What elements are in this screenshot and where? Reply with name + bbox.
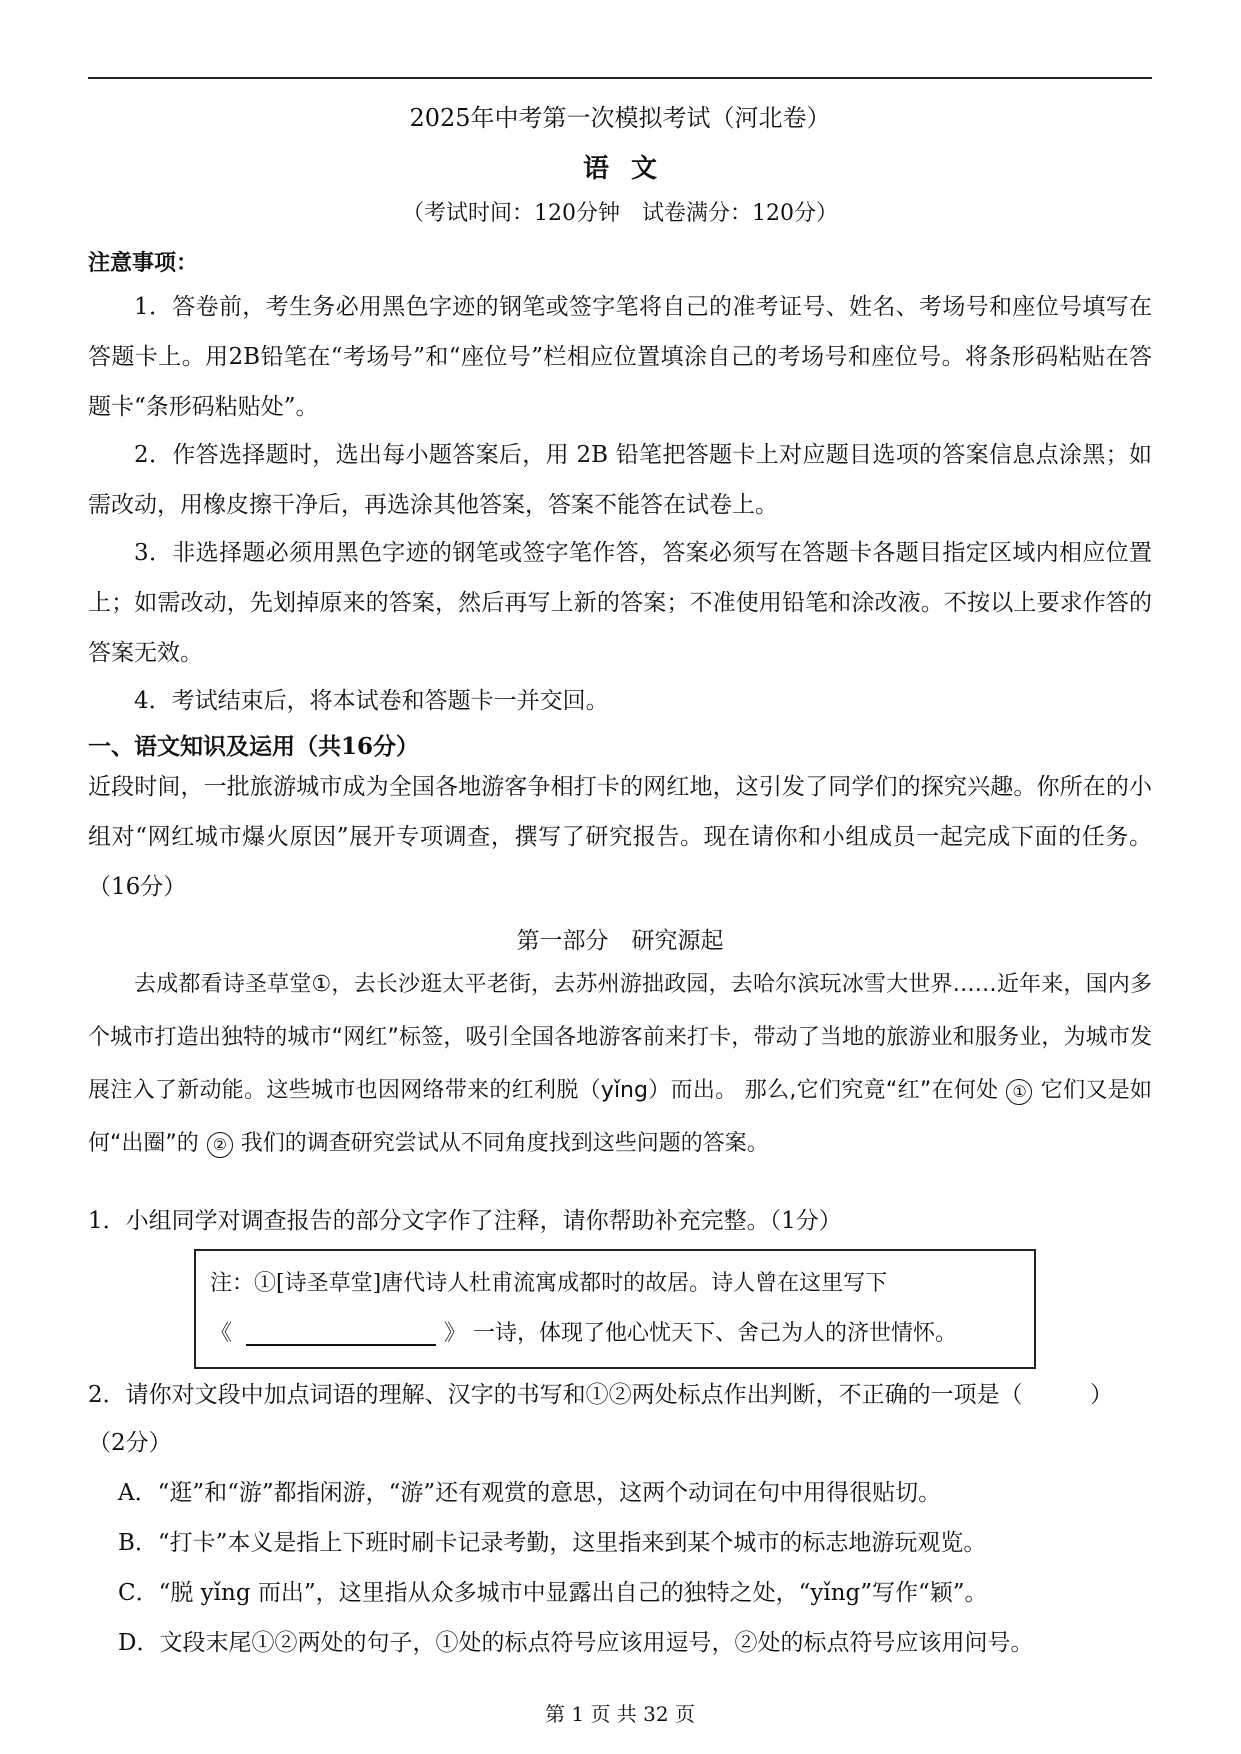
note-box <box>194 1249 1036 1369</box>
exam-title: 2025年中考第一次模拟考试（河北卷） <box>409 104 831 132</box>
notice-item-4: 4．考试结束后，将本试卷和答题卡一并交回。 <box>134 688 609 714</box>
answer-paren-close: ） <box>1090 1382 1113 1408</box>
notice-item-2: 2．作答选择题时，选出每小题答案后，用 2B 铅笔把答题卡上对应题目选项的答案信息点涂黑；如需改动，用橡皮擦干净后，再选涂其他答案，答案不能答在试卷上。 <box>88 442 1152 518</box>
note-line-1: 注：①[诗圣草堂]唐代诗人杜甫流寓成都时的故居。诗人曾在这里写下 <box>210 1271 888 1296</box>
exam-info: （考试时间：120分钟 试卷满分：120分） <box>402 201 838 226</box>
option-b: B．“打卡”本义是指上下班时刷卡记录考勤，这里指来到某个城市的标志地游玩观览。 <box>118 1530 987 1556</box>
answer-blank[interactable] <box>246 1322 436 1346</box>
option-c: C．“脱 yǐng 而出”，这里指从众多城市中显露出自己的独特之处，“yǐng”写作“颖”。 <box>118 1580 988 1606</box>
note-line-2-text: 一诗，体现了他心忧天下、舍己为人的济世情怀。 <box>473 1321 958 1346</box>
blank-mark-1: ① <box>1006 1079 1032 1105</box>
blank-mark-2: ② <box>207 1132 233 1158</box>
note-line-2 <box>210 1309 1020 1359</box>
part-title: 第一部分 研究源起 <box>516 928 724 954</box>
notice-heading: 注意事项： <box>88 250 199 276</box>
passage-text-c: 我们的调查研究尝试从不同角度找到这些问题的答案。 <box>240 1131 769 1156</box>
option-d: D．文段末尾①②两处的句子，①处的标点符号应该用逗号，②处的标点符号应该用问号。 <box>118 1630 1034 1656</box>
notice-item-3: 3．非选择题必须用黑色字迹的钢笔或签字笔作答，答案必须写在答题卡各题目指定区域内相应位置上；如需改动，先划掉原来的答案，然后再写上新的答案；不准使用铅笔和涂改液。不按以上要求作答的答案无效。 <box>88 540 1152 666</box>
question-1-stem: 1．小组同学对调查报告的部分文字作了注释，请你帮助补充完整。（1分） <box>88 1208 842 1234</box>
book-title-close: 》 <box>444 1321 467 1346</box>
passage-text-b: 它们又是如何“出圈”的 <box>88 1078 1152 1156</box>
section-intro: 近段时间，一批旅游城市成为全国各地游客争相打卡的网红地，这引发了同学们的探究兴趣。你所在的小组对“网红城市爆火原因”展开专项调查，撰写了研究报告。现在请你和小组成员一起完成下面的任务。（16分） <box>88 774 1152 900</box>
top-rule <box>88 77 1152 79</box>
book-title-open: 《 <box>210 1321 233 1346</box>
page-footer: 第 1 页 共 32 页 <box>545 1702 695 1726</box>
passage-text-a: 去成都看诗圣草堂①，去长沙逛太平老街，去苏州游拙政园，去哈尔滨玩冰雪大世界……近年来，国内多个城市打造出独特的城市“网红”标签，吸引全国各地游客前来打卡，带动了当地的旅游业和服务业，为城市发展注入了新动能。这些城市也因网络带来的红利脱（yǐng）而出。 那么,它们究竟“红”在何处 <box>88 972 1152 1103</box>
subject-title: 语文 <box>582 154 679 184</box>
option-a: A．“逛”和“游”都指闲游，“游”还有观赏的意思，这两个动词在句中用得很贴切。 <box>118 1480 942 1506</box>
question-2-score: （2分） <box>88 1430 172 1456</box>
notice-item-1: 1．答卷前，考生务必用黑色字迹的钢笔或签字笔将自己的准考证号、姓名、考场号和座位号填写在答题卡上。用2B铅笔在“考场号”和“座位号”栏相应位置填涂自己的考场号和座位号。将条形码粘贴在答题卡“条形码粘贴处”。 <box>88 294 1152 420</box>
section-heading: 一、语文知识及运用（共16分） <box>88 733 420 760</box>
question-2-stem: 2．请你对文段中加点词语的理解、汉字的书写和①②两处标点作出判断，不正确的一项是（ <box>88 1382 1023 1408</box>
passage <box>88 958 1152 1170</box>
